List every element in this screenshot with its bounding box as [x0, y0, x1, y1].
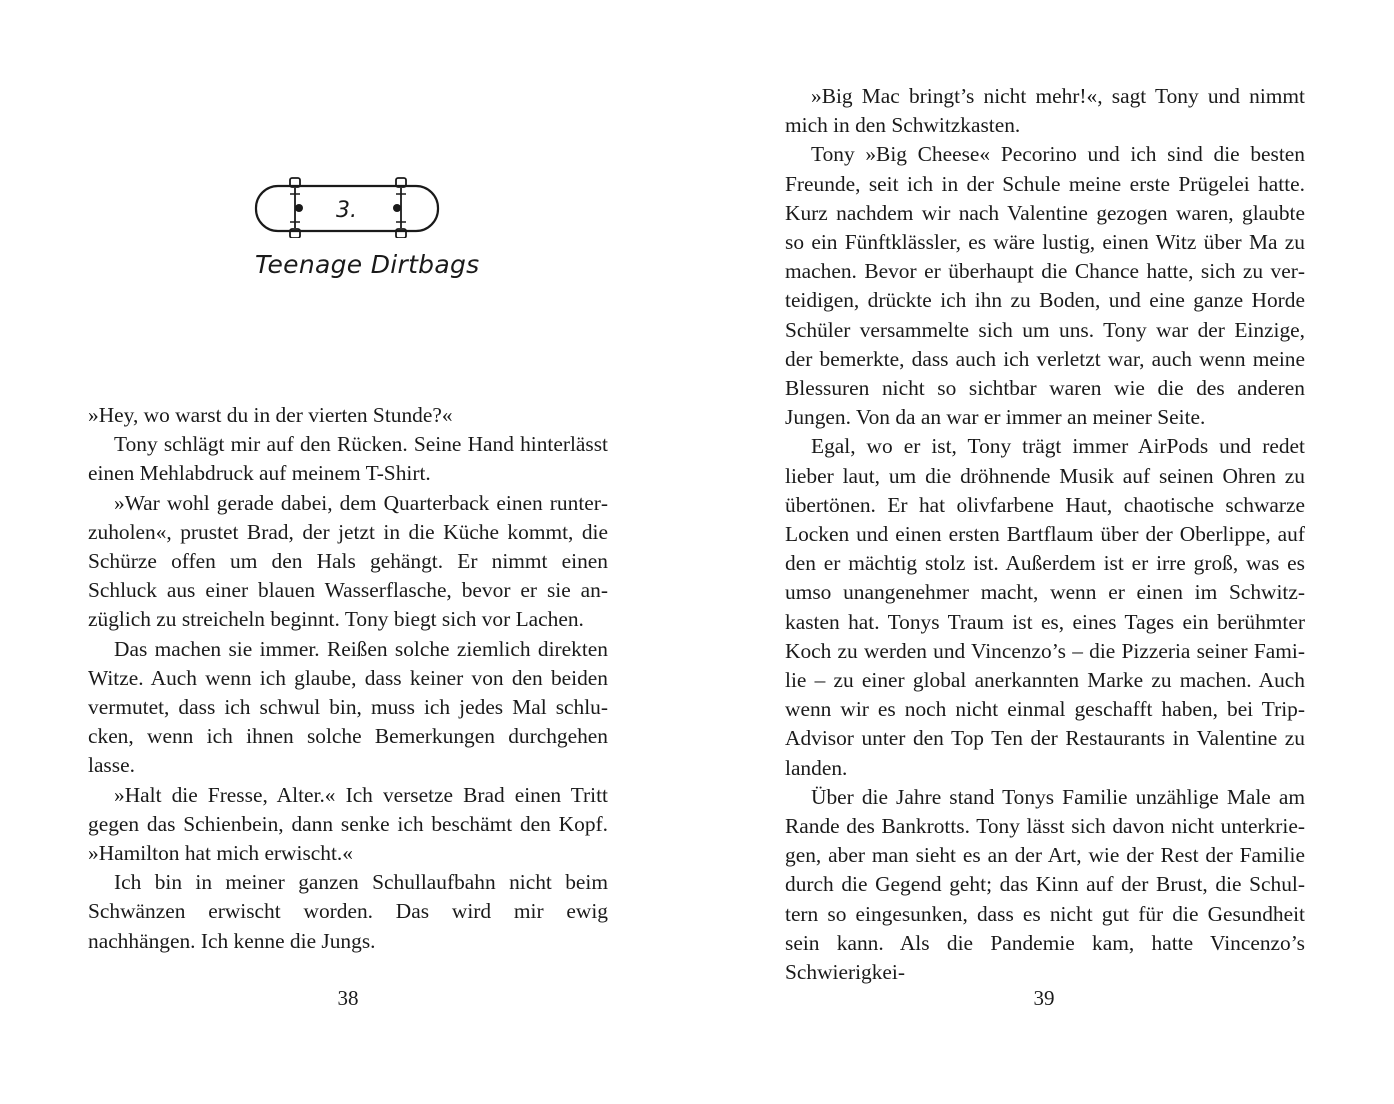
chapter-heading [250, 176, 480, 296]
page-number: 39 [1033, 986, 1055, 1010]
paragraph: »Halt die Fresse, Alter.« Ich versetze Brad einen Tritt gegen das Schienbein, dann senke ich beschämt den Kopf. »Hamilton hat mich erwischt.« [88, 782, 608, 866]
skateboard-icon [250, 176, 442, 238]
paragraph: Egal, wo er ist, Tony trägt immer AirPods und redet lieber laut, um die dröhnende Musik auf seinen Ohren zu übertönen. Er hat olivfarbene Haut, chaotische schwarze Locken und einen ersten Bartflaum über der Oberlippe, auf den er mächtig stolz ist. Außerdem ist er irre groß, was es umso unangenehmer macht, wenn er einen im Schwitzkasten hat. Tonys Traum ist es, eines Tages ein berühmter Koch zu werden und Vincenzo’s – die Pizzeria seiner Familie – zu einer global anerkannten Marke zu machen. Auch wenn wir es noch nicht einmal geschafft haben, bei TripAdvisor unter den Top Ten der Restaurants in Valentine zu landen. [785, 434, 1305, 780]
paragraph: Tony »Big Cheese« Pecorino und ich sind die besten Freunde, seit ich in der Schule meine erste Prügelei hatte. Kurz nachdem wir nach Valentine gezogen waren, glaubte so ein Fünftklässler, es wäre lustig, einen Witz über Ma zu machen. Bevor er überhaupt die Chance hatte, sich zu verteidigen, drückte ich ihn zu Boden, und eine ganze Horde Schüler versammelte sich um uns. Tony war der Einzige, der bemerkte, dass auch ich verletzt war, auch wenn meine Blessuren nicht so sichtbar waren wie die des anderen Jungen. Von da an war er immer an meiner Seite. [785, 142, 1305, 430]
paragraph: Über die Jahre stand Tonys Familie unzählige Male am Rande des Bankrotts. Tony lässt sich davon nicht unterkriegen, aber man sieht es an der Art, wie der Rest der Familie durch die Gegend geht; das Kinn auf der Brust, die Schultern so eingesunken, dass es nicht gut für die Gesundheit sein kann. Als die Pandemie kam, hatte Vincenzo’s Schwierigkei- [785, 784, 1305, 985]
chapter-title: Teenage Dirtbags [255, 250, 480, 279]
right-page [697, 0, 1394, 1104]
left-body-text [88, 401, 608, 956]
paragraph: »War wohl gerade dabei, dem Quarterback einen runterzuholen«, prustet Brad, der jetzt in die Küche kommt, die Schürze offen um den Hals gehängt. Er nimmt einen Schluck aus einer blauen Wasserflasche, bevor er sie anzüglich zu streicheln beginnt. Tony biegt sich vor Lachen. [88, 490, 608, 632]
page-number: 38 [337, 986, 359, 1010]
paragraph: Ich bin in meiner ganzen Schullaufbahn nicht beim Schwänzen erwischt worden. Das wird mir ewig nachhängen. Ich kenne die Jungs. [88, 870, 608, 953]
paragraph: Das machen sie immer. Reißen solche ziemlich direkten Witze. Auch wenn ich glaube, dass keiner von den beiden vermutet, dass ich schwul bin, muss ich jedes Mal schlucken, wenn ich ihnen solche Bemerkungen durchgehen lasse. [88, 636, 608, 778]
right-body-text [785, 82, 1305, 987]
paragraph: »Big Mac bringt’s nicht mehr!«, sagt Tony und nimmt mich in den Schwitzkasten. [785, 84, 1305, 138]
chapter-number: 3. [336, 198, 357, 223]
paragraph: Tony schlägt mir auf den Rücken. Seine Hand hinterlässt einen Mehlabdruck auf meinem T-Shirt. [88, 432, 608, 486]
paragraph: »Hey, wo warst du in der vierten Stunde?« [88, 403, 453, 427]
